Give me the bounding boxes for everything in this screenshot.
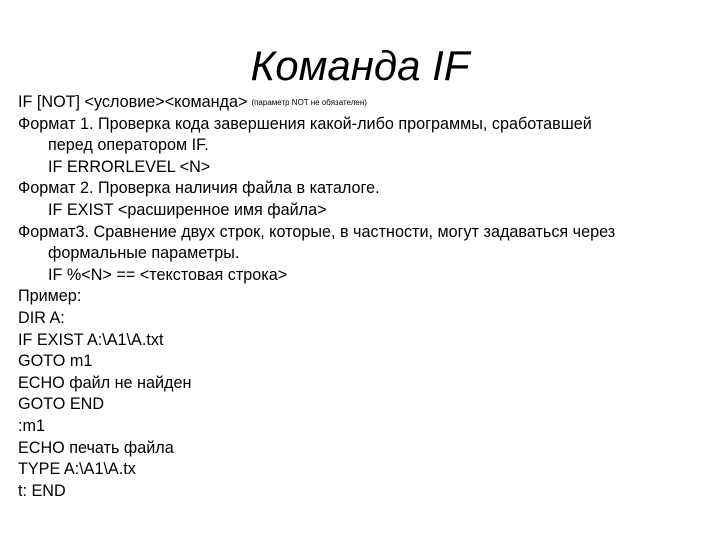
- example-line: :m1: [18, 416, 45, 435]
- example-line: ECHO файл не найден: [18, 373, 192, 392]
- example-line: t: END: [18, 481, 66, 500]
- syntax-line: [18, 92, 708, 114]
- slide-title: Команда IF: [250, 42, 470, 89]
- example-line: GOTO END: [18, 395, 105, 414]
- syntax-note: (параметр NOT не обязателен): [251, 98, 367, 107]
- format1-line: Формат 1. Проверка кода завершения какой-либо программы, сработавшей: [18, 114, 592, 133]
- format2-line: Формат 2. Проверка наличия файла в каталоге.: [18, 179, 380, 198]
- example-heading: Пример:: [18, 287, 82, 306]
- format2-code: IF EXIST <расширенное имя файла>: [48, 200, 327, 219]
- example-line: GOTO m1: [18, 352, 93, 371]
- syntax-text: IF [NOT] <условие><команда>: [18, 93, 248, 111]
- example-line: TYPE A:\A1\A.tx: [18, 460, 136, 479]
- example-line: IF EXIST A:\A1\A.txt: [18, 330, 164, 349]
- example-line: DIR A:: [18, 308, 65, 327]
- format3-continuation: формальные параметры.: [48, 244, 240, 263]
- example-line: ECHO печать файла: [18, 438, 174, 457]
- slide-body: [18, 92, 708, 502]
- format1-continuation: перед оператором IF.: [48, 136, 209, 155]
- format1-code: IF ERRORLEVEL <N>: [48, 157, 211, 176]
- format3-line: Формат3. Сравнение двух строк, которые, в частности, могут задаваться через: [18, 222, 616, 241]
- format3-code: IF %<N> == <текстовая строка>: [48, 265, 288, 284]
